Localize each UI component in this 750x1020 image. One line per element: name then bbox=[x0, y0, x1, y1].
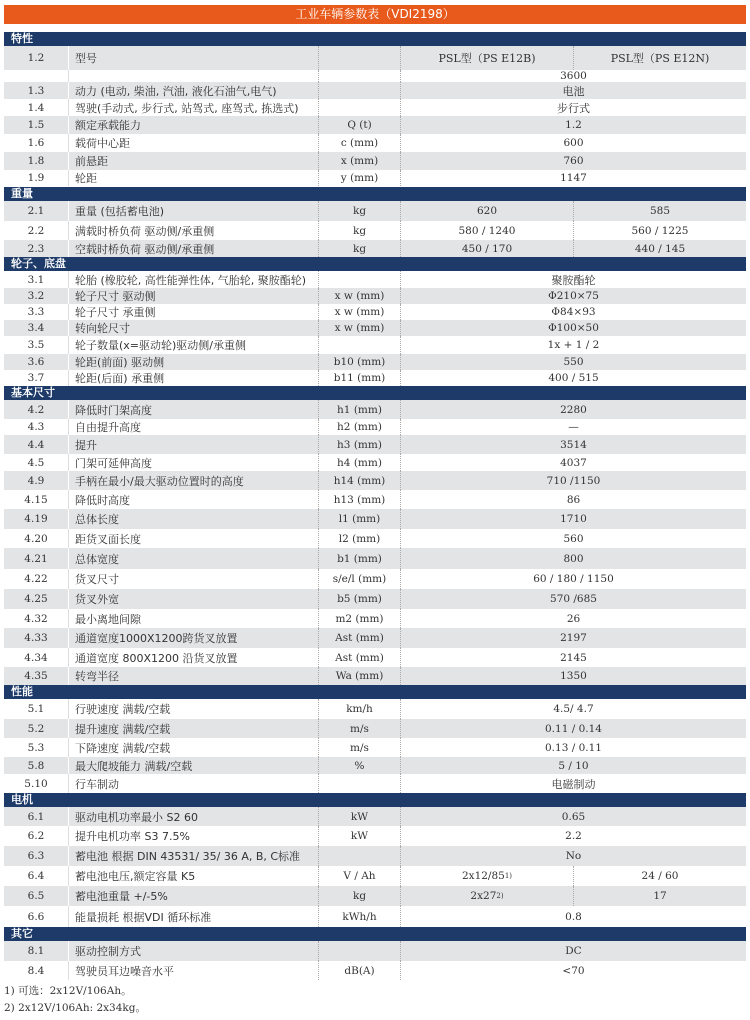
table-row bbox=[4, 628, 746, 648]
table-row bbox=[4, 699, 746, 719]
row-unit bbox=[318, 846, 400, 866]
row-label: 提升 bbox=[68, 435, 318, 454]
row-number: 2.2 bbox=[27, 224, 45, 237]
row-number: 4.33 bbox=[24, 632, 48, 644]
row-label: 轮胎 (橡胶轮, 高性能弹性体, 气胎轮, 聚胺酯轮) bbox=[68, 271, 318, 288]
row-label: 通道宽度1000X1200跨货叉放置 bbox=[68, 628, 318, 648]
row-unit: h2 (mm) bbox=[318, 419, 400, 435]
row-label: 货叉尺寸 bbox=[68, 569, 318, 589]
model-name-e12n: PSL型（PS E12N) bbox=[573, 46, 746, 70]
row-unit: c (mm) bbox=[318, 134, 400, 152]
row-number: 3.5 bbox=[27, 339, 45, 351]
table-title: 工业车辆参数表（VDI2198） bbox=[4, 5, 746, 24]
row-unit: kg bbox=[318, 886, 400, 906]
row-unit bbox=[318, 774, 400, 793]
row-unit: b10 (mm) bbox=[318, 354, 400, 370]
row-unit: m/s bbox=[318, 719, 400, 738]
row-value: 3600 bbox=[400, 70, 746, 82]
row-unit: kg bbox=[318, 240, 400, 257]
row-label bbox=[68, 70, 318, 82]
table-row bbox=[4, 648, 746, 667]
table-row bbox=[4, 320, 746, 336]
row-unit: l2 (mm) bbox=[318, 529, 400, 548]
row-label: 空载时桥负荷 驱动侧/承重侧 bbox=[68, 240, 318, 257]
row-label: 总体宽度 bbox=[68, 548, 318, 569]
row-unit bbox=[318, 99, 400, 116]
row-unit bbox=[318, 46, 400, 70]
row-unit: y (mm) bbox=[318, 170, 400, 186]
row-unit: dB(A) bbox=[318, 961, 400, 980]
row-number: 4.34 bbox=[24, 651, 48, 664]
row-label: 驱动控制方式 bbox=[68, 941, 318, 961]
row-label: 降低时高度 bbox=[68, 490, 318, 509]
row-unit: kW bbox=[318, 807, 400, 826]
row-unit: x (mm) bbox=[318, 152, 400, 170]
row-value: 550 bbox=[400, 354, 746, 370]
row-number: 5.2 bbox=[27, 722, 45, 735]
row-number: 6.4 bbox=[27, 870, 45, 882]
table-row bbox=[4, 70, 746, 82]
table-row bbox=[4, 454, 746, 471]
table-row bbox=[4, 46, 746, 70]
row-unit: % bbox=[318, 757, 400, 774]
footnote-2: 2) 2x12V/106Ah: 2x34kg。 bbox=[4, 1002, 147, 1014]
row-value: 2197 bbox=[400, 628, 746, 648]
row-label: 轮子尺寸 承重侧 bbox=[68, 304, 318, 320]
row-label: 货叉外宽 bbox=[68, 589, 318, 609]
row-value-e12b: 2x27 2) bbox=[400, 886, 573, 906]
row-value: No bbox=[400, 846, 746, 866]
row-label: 轮距(前面) 驱动侧 bbox=[68, 354, 318, 370]
row-label: 蓄电池电压,额定容量 K5 bbox=[68, 866, 318, 886]
row-unit: h3 (mm) bbox=[318, 435, 400, 454]
row-value: 电池 bbox=[400, 82, 746, 99]
row-label: 降低时门架高度 bbox=[68, 400, 318, 419]
row-unit: Q (t) bbox=[318, 116, 400, 134]
section-header-dimensions: 基本尺寸 bbox=[4, 386, 746, 400]
row-label: 下降速度 满载/空载 bbox=[68, 738, 318, 757]
row-number: 5.10 bbox=[24, 777, 48, 790]
row-number: 5.8 bbox=[27, 759, 45, 772]
row-label: 门架可延伸高度 bbox=[68, 454, 318, 471]
row-number: 1.2 bbox=[27, 52, 45, 64]
row-number: 4.5 bbox=[27, 456, 45, 469]
row-number: 1.8 bbox=[27, 155, 45, 167]
row-value: 26 bbox=[400, 609, 746, 628]
row-unit: x w (mm) bbox=[318, 304, 400, 320]
row-value: 560 bbox=[400, 529, 746, 548]
table-row bbox=[4, 336, 746, 354]
row-unit: m/s bbox=[318, 738, 400, 757]
row-value-e12n: 17 bbox=[573, 886, 746, 906]
row-label: 轮距 bbox=[68, 170, 318, 186]
row-number: 1.9 bbox=[27, 172, 45, 184]
row-number: 2.1 bbox=[27, 205, 45, 217]
row-label: 轮子数量(x=驱动轮)驱动侧/承重侧 bbox=[68, 336, 318, 354]
table-row bbox=[4, 807, 746, 826]
table-row bbox=[4, 116, 746, 134]
row-number: 4.2 bbox=[27, 403, 45, 416]
value-text: 2x27 bbox=[470, 890, 497, 902]
table-row bbox=[4, 846, 746, 866]
row-value: 0.13 / 0.11 bbox=[400, 738, 746, 757]
row-label: 总体长度 bbox=[68, 509, 318, 529]
row-label: 行驶速度 满载/空载 bbox=[68, 699, 318, 719]
value-text: 2x12/85 bbox=[461, 870, 505, 882]
row-number: 8.1 bbox=[27, 945, 45, 957]
row-value: 0.11 / 0.14 bbox=[400, 719, 746, 738]
row-number: 6.2 bbox=[27, 830, 45, 842]
row-unit: kg bbox=[318, 201, 400, 221]
table-row bbox=[4, 221, 746, 240]
table-row bbox=[4, 906, 746, 927]
row-value: 电磁制动 bbox=[400, 774, 746, 793]
table-row bbox=[4, 609, 746, 628]
row-label: 通道宽度 800X1200 沿货叉放置 bbox=[68, 648, 318, 667]
row-unit bbox=[318, 70, 400, 82]
row-value: 400 / 515 bbox=[400, 370, 746, 386]
table-row bbox=[4, 589, 746, 609]
row-label: 转向轮尺寸 bbox=[68, 320, 318, 336]
row-value: 2.2 bbox=[400, 826, 746, 846]
row-number: 4.4 bbox=[27, 438, 45, 451]
row-number: 4.35 bbox=[24, 670, 48, 682]
row-value-e12n: 560 / 1225 bbox=[573, 221, 746, 240]
row-value: 600 bbox=[400, 134, 746, 152]
row-label: 蓄电池重量 +/-5% bbox=[68, 886, 318, 906]
table-row bbox=[4, 419, 746, 435]
row-label: 轮子尺寸 驱动侧 bbox=[68, 288, 318, 304]
table-row bbox=[4, 288, 746, 304]
row-number: 3.4 bbox=[27, 322, 45, 334]
table-row bbox=[4, 304, 746, 320]
row-number: 4.32 bbox=[24, 612, 48, 625]
row-number: 4.22 bbox=[24, 573, 48, 585]
section-header-other: 其它 bbox=[4, 927, 746, 941]
row-number: 4.19 bbox=[24, 513, 48, 525]
table-row bbox=[4, 354, 746, 370]
table-row bbox=[4, 774, 746, 793]
row-unit: kWh/h bbox=[318, 906, 400, 927]
row-label: 提升速度 满载/空载 bbox=[68, 719, 318, 738]
row-value: 4037 bbox=[400, 454, 746, 471]
row-unit: km/h bbox=[318, 699, 400, 719]
table-row bbox=[4, 370, 746, 386]
row-unit: h13 (mm) bbox=[318, 490, 400, 509]
table-row bbox=[4, 757, 746, 774]
row-value: 1.2 bbox=[400, 116, 746, 134]
row-unit: b5 (mm) bbox=[318, 589, 400, 609]
row-unit: m2 (mm) bbox=[318, 609, 400, 628]
table-row bbox=[4, 490, 746, 509]
table-row bbox=[4, 271, 746, 288]
row-unit: x w (mm) bbox=[318, 320, 400, 336]
row-label: 最大爬坡能力 满载/空载 bbox=[68, 757, 318, 774]
row-unit: b11 (mm) bbox=[318, 370, 400, 386]
row-value-e12b: 450 / 170 bbox=[400, 240, 573, 257]
row-number: 3.1 bbox=[27, 273, 45, 286]
row-label: 蓄电池 根据 DIN 43531/ 35/ 36 A, B, C标准 bbox=[68, 846, 318, 866]
row-unit: Ast (mm) bbox=[318, 628, 400, 648]
row-unit: Wa (mm) bbox=[318, 667, 400, 685]
row-label: 自由提升高度 bbox=[68, 419, 318, 435]
row-value: — bbox=[400, 419, 746, 435]
row-number: 4.20 bbox=[24, 532, 48, 545]
table-row bbox=[4, 471, 746, 490]
table-row bbox=[4, 961, 746, 980]
row-unit: b1 (mm) bbox=[318, 548, 400, 569]
row-label: 转弯半径 bbox=[68, 667, 318, 685]
table-row bbox=[4, 82, 746, 99]
row-number: 4.3 bbox=[27, 421, 45, 433]
row-value: 步行式 bbox=[400, 99, 746, 116]
row-value: Φ100×50 bbox=[400, 320, 746, 336]
row-number: 6.3 bbox=[27, 850, 45, 862]
row-value: 4.5/ 4.7 bbox=[400, 699, 746, 719]
row-unit bbox=[318, 941, 400, 961]
row-label: 额定承载能力 bbox=[68, 116, 318, 134]
row-number: 6.1 bbox=[27, 810, 45, 823]
row-label: 最小离地间隙 bbox=[68, 609, 318, 628]
row-unit: l1 (mm) bbox=[318, 509, 400, 529]
table-row bbox=[4, 941, 746, 961]
table-row bbox=[4, 569, 746, 589]
section-header-performance: 性能 bbox=[4, 685, 746, 699]
row-label: 手柄在最小/最大驱动位置时的高度 bbox=[68, 471, 318, 490]
row-label: 驾驶员耳边噪音水平 bbox=[68, 961, 318, 980]
table-row bbox=[4, 548, 746, 569]
row-unit bbox=[318, 271, 400, 288]
table-row bbox=[4, 170, 746, 186]
row-value: 3514 bbox=[400, 435, 746, 454]
row-label: 满载时桥负荷 驱动侧/承重侧 bbox=[68, 221, 318, 240]
row-number: 3.7 bbox=[27, 372, 45, 384]
row-value: 2145 bbox=[400, 648, 746, 667]
row-value: 0.8 bbox=[400, 906, 746, 927]
table-row bbox=[4, 435, 746, 454]
row-value: 0.65 bbox=[400, 807, 746, 826]
row-number: 3.2 bbox=[27, 290, 45, 302]
row-value: Φ84×93 bbox=[400, 304, 746, 320]
row-number: 4.25 bbox=[24, 593, 48, 605]
row-number: 2.3 bbox=[27, 242, 45, 255]
row-unit: s/e/l (mm) bbox=[318, 569, 400, 589]
table-row bbox=[4, 529, 746, 548]
row-unit bbox=[318, 82, 400, 99]
row-value: 5 / 10 bbox=[400, 757, 746, 774]
row-number: 1.6 bbox=[27, 137, 45, 149]
table-row bbox=[4, 826, 746, 846]
row-label: 距货叉面长度 bbox=[68, 529, 318, 548]
row-number: 6.5 bbox=[27, 890, 45, 902]
row-value: 760 bbox=[400, 152, 746, 170]
row-label: 载荷中心距 bbox=[68, 134, 318, 152]
table-row bbox=[4, 866, 746, 886]
row-value: 570 /685 bbox=[400, 589, 746, 609]
row-unit: x w (mm) bbox=[318, 288, 400, 304]
model-name-e12b: PSL型（PS E12B) bbox=[400, 46, 573, 70]
row-value-e12n: 24 / 60 bbox=[573, 866, 746, 886]
section-header-weight: 重量 bbox=[4, 187, 746, 201]
row-number: 1.5 bbox=[27, 119, 45, 131]
row-label: 轮距(后面) 承重侧 bbox=[68, 370, 318, 386]
row-number: 8.4 bbox=[27, 964, 45, 977]
row-unit: V / Ah bbox=[318, 866, 400, 886]
table-row bbox=[4, 509, 746, 529]
row-value-e12n: 440 / 145 bbox=[573, 240, 746, 257]
row-label: 能量损耗 根据VDI 循环标准 bbox=[68, 906, 318, 927]
row-value: 800 bbox=[400, 548, 746, 569]
row-unit: Ast (mm) bbox=[318, 648, 400, 667]
row-value: 聚胺酯轮 bbox=[400, 271, 746, 288]
table-row bbox=[4, 719, 746, 738]
row-number: 4.9 bbox=[27, 474, 45, 487]
row-label: 前悬距 bbox=[68, 152, 318, 170]
row-value: Φ210×75 bbox=[400, 288, 746, 304]
row-label: 重量 (包括蓄电池) bbox=[68, 201, 318, 221]
row-value: 1350 bbox=[400, 667, 746, 685]
row-number: 5.3 bbox=[27, 741, 45, 754]
section-header-characteristics: 特性 bbox=[4, 32, 746, 46]
row-unit: h4 (mm) bbox=[318, 454, 400, 471]
row-value-e12n: 585 bbox=[573, 201, 746, 221]
row-value: 2280 bbox=[400, 400, 746, 419]
section-header-wheels-chassis: 轮子、底盘 bbox=[4, 257, 746, 271]
row-label: 动力 (电动, 柴油, 汽油, 液化石油气,电气) bbox=[68, 82, 318, 99]
row-number: 1.4 bbox=[27, 101, 45, 114]
row-number: 3.3 bbox=[27, 306, 45, 318]
row-number: 1.3 bbox=[27, 84, 45, 97]
row-label: 提升电机功率 S3 7.5% bbox=[68, 826, 318, 846]
row-number bbox=[4, 70, 68, 82]
row-label: 型号 bbox=[68, 46, 318, 70]
table-row bbox=[4, 134, 746, 152]
row-value: DC bbox=[400, 941, 746, 961]
table-row bbox=[4, 152, 746, 170]
row-unit: kg bbox=[318, 221, 400, 240]
table-row bbox=[4, 738, 746, 757]
row-value: 1147 bbox=[400, 170, 746, 186]
row-unit: h14 (mm) bbox=[318, 471, 400, 490]
row-label: 驾驶(手动式, 步行式, 站驾式, 座驾式, 拣选式) bbox=[68, 99, 318, 116]
table-row bbox=[4, 99, 746, 116]
section-header-motor: 电机 bbox=[4, 793, 746, 807]
row-label: 行车制动 bbox=[68, 774, 318, 793]
row-value: 86 bbox=[400, 490, 746, 509]
row-label: 驱动电机功率最小 S2 60 bbox=[68, 807, 318, 826]
row-unit: h1 (mm) bbox=[318, 400, 400, 419]
row-value-e12b: 580 / 1240 bbox=[400, 221, 573, 240]
row-value: 710 /1150 bbox=[400, 471, 746, 490]
row-number: 5.1 bbox=[27, 703, 45, 715]
row-unit: kW bbox=[318, 826, 400, 846]
row-number: 3.6 bbox=[27, 356, 45, 368]
row-value-e12b: 2x12/85 1) bbox=[400, 866, 573, 886]
table-row bbox=[4, 886, 746, 906]
footnote-1: 1) 可选：2x12V/106Ah。 bbox=[4, 985, 132, 997]
row-number: 4.21 bbox=[24, 552, 48, 565]
row-value: 60 / 180 / 1150 bbox=[400, 569, 746, 589]
row-value-e12b: 620 bbox=[400, 201, 573, 221]
table-row bbox=[4, 400, 746, 419]
row-unit bbox=[318, 336, 400, 354]
table-row bbox=[4, 201, 746, 221]
row-value: 1x + 1 / 2 bbox=[400, 336, 746, 354]
table-row bbox=[4, 240, 746, 257]
row-number: 6.6 bbox=[27, 910, 45, 923]
row-number: 4.15 bbox=[24, 493, 48, 506]
row-value: 1710 bbox=[400, 509, 746, 529]
table-row bbox=[4, 667, 746, 685]
row-value: <70 bbox=[400, 961, 746, 980]
